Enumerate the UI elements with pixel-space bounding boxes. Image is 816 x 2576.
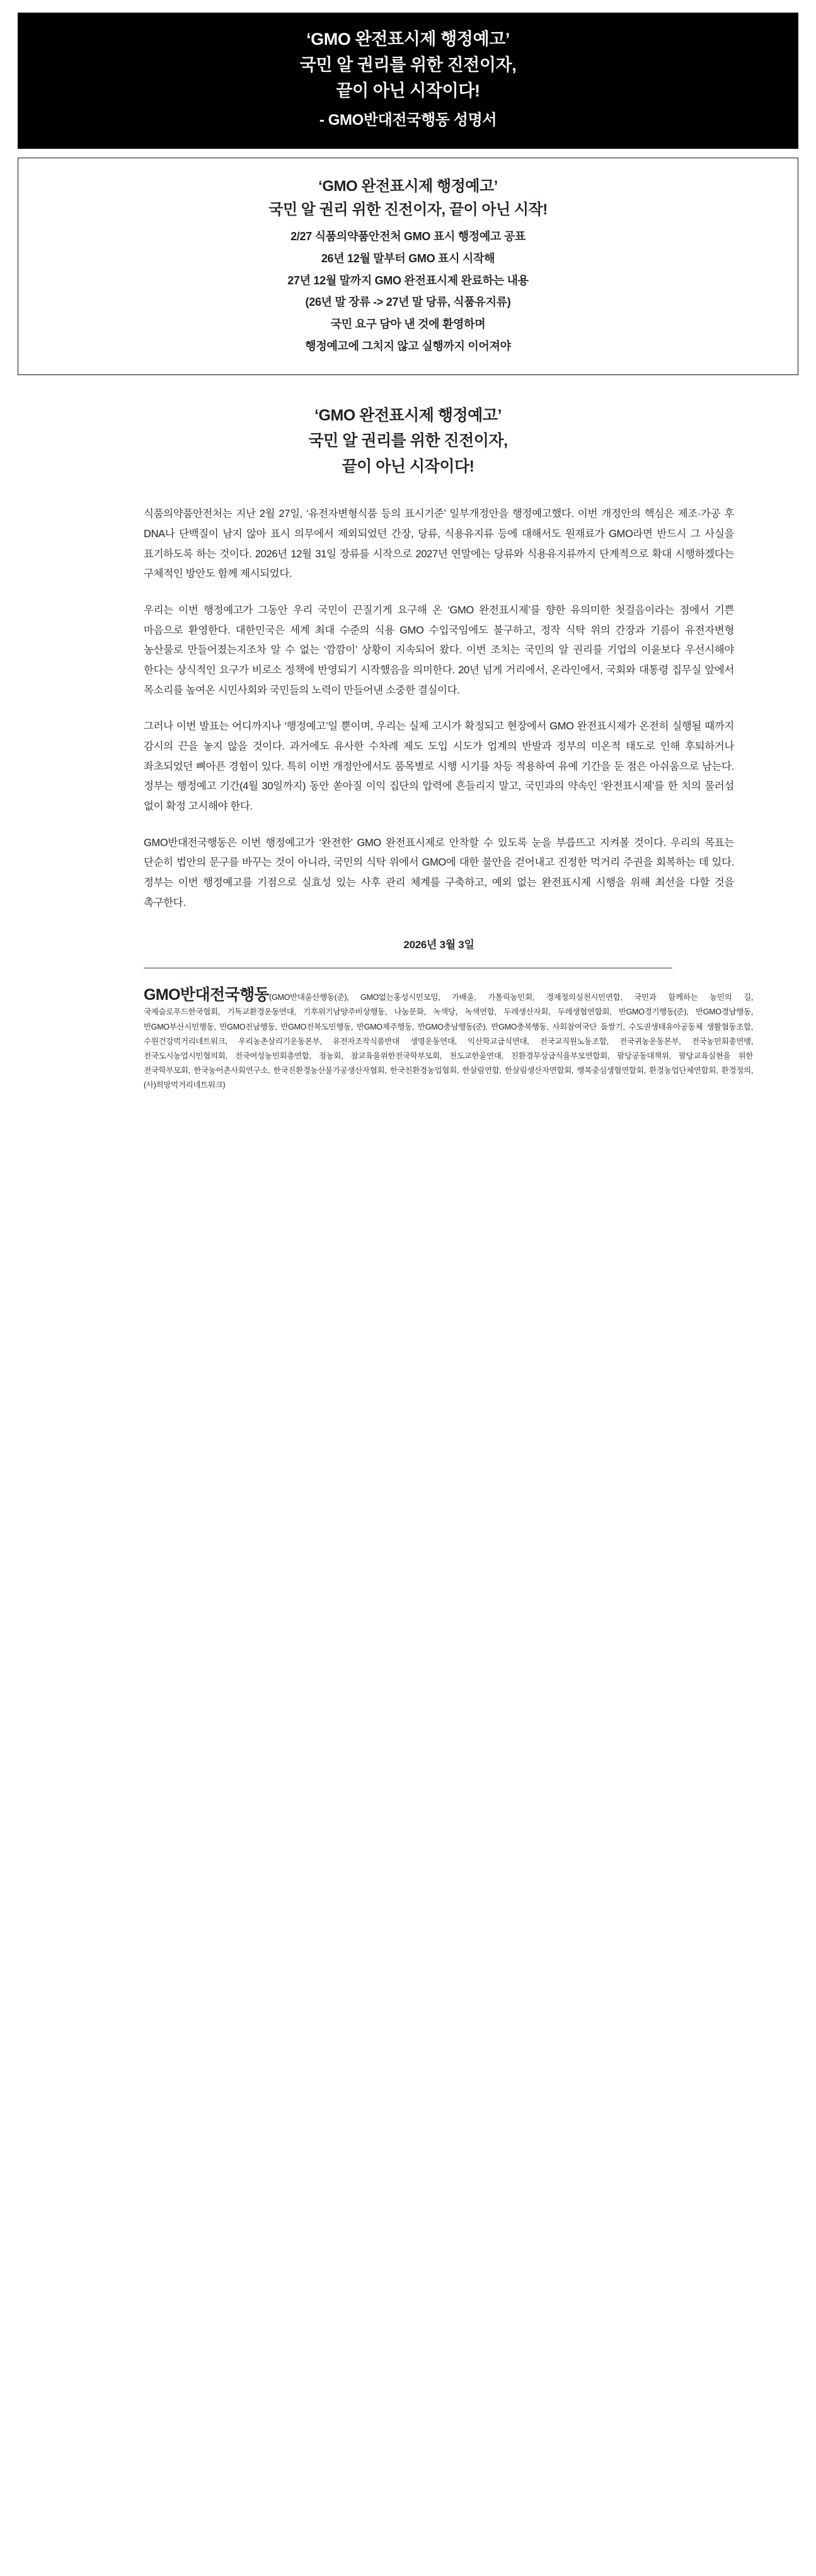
paragraph-1: 식품의약품안전처는 지난 2월 27일, ‘유전자변형식품 등의 표시기준’ 일부개정안을 행정예고했다. 이번 개정안의 핵심은 제조·가공 후 DNA나 단백질이 남지 않아 표시 의무에서 제외되었던 간장, 당류, 식용유지류 등에 대해서도 원재료가 GMO라면 반드시 그 사실을 표기하도록 하는 것이다. 2026년 12월 31일 장류를 시작으로 2027년 연말에는 당류와 식용유지류까지 단계적으로 확대 시행하겠다는 구체적인 방안도 함께 제시되었다. — [144, 508, 734, 580]
statement-date: 2026년 3월 3일 — [403, 939, 474, 951]
summary-bullet-4: (26년 말 장류 -> 27년 말 당류, 식품유지류) — [305, 296, 511, 309]
banner-line-2: 국민 알 권리를 위한 진전이자, — [299, 55, 517, 75]
doc-title-line-3: 끝이 아닌 시작이다! — [342, 457, 474, 475]
summary-bullet-2: 26년 12월 말부터 GMO 표시 시작해 — [321, 252, 495, 265]
body-content — [144, 504, 734, 951]
summary-bullet-1: 2/27 식품의약품안전처 GMO 표시 행정예고 공표 — [290, 229, 526, 243]
summary-box — [18, 158, 798, 375]
signature-block — [144, 982, 753, 1093]
header-banner — [18, 13, 798, 149]
paragraph-4: GMO반대전국행동은 이번 행정예고가 ‘완전한’ GMO 완전표시제로 안착할 수 있도록 눈을 부릅뜨고 지켜볼 것이다. 우리의 목표는 단순히 법안의 문구를 바꾸는 것이 아니라, 국민의 식탁 위에서 GMO에 대한 불안을 걷어내고 진정한 먹거리 주권을 회복하는 데 있다. 정부는 이번 행정예고를 기점으로 실효성 있는 사후 관리 체계를 구축하고, 예외 없는 완전표시제 시행을 위해 최선을 다할 것을 촉구한다. — [144, 837, 734, 908]
doc-title-line-2: 국민 알 권리를 위한 진전이자, — [308, 432, 508, 450]
paragraph-3: 그러나 이번 발표는 어디까지나 ‘행정예고’일 뿐이며, 우리는 실제 고시가 확정되고 현장에서 GMO 완전표시제가 온전히 실행될 때까지 감시의 끈을 놓지 않을 것이다. 과거에도 유사한 수차례 제도 도입 시도가 업계의 반발과 정부의 미온적 태도로 인해 후퇴하거나 좌초되었던 뼈아픈 경험이 있다. 특히 이번 개정안에서도 품목별로 시행 시기를 차등 적용하여 유예 기간을 둔 점은 아쉬움으로 남는다. 정부는 행정예고 기간(4월 30일까지) 동안 쏟아질 이익 집단의 압력에 흔들리지 말고, 국민과의 약속인 ‘완전표시제’를 한 치의 물러섬 없이 확정 고시해야 한다. — [144, 721, 734, 812]
summary-title-line-1: ‘GMO 완전표시제 행정예고’ — [318, 177, 498, 195]
paragraph-2: 우리는 이번 행정예고가 그동안 우리 국민이 끈질기게 요구해 온 ‘GMO 완전표시제’를 향한 유의미한 첫걸음이라는 점에서 기쁜 마음으로 환영한다. 대한민국은 세계 최대 수준의 식용 GMO 수입국임에도 불구하고, 정작 식탁 위의 간장과 기름이 유전자변형 농산물로 만들어졌는지조차 알 수 없는 ‘깜깜이’ 상황이 지속되어 왔다. 이번 조치는 국민의 알 권리를 기업의 이윤보다 우선시해야 한다는 상식적인 요구가 비로소 정책에 반영되기 시작했음을 의미한다. 20년 넘게 거리에서, 온라인에서, 국회와 대통령 집무실 앞에서 목소리를 높여온 시민사회와 국민들의 노력이 만들어낸 소중한 결실이다. — [144, 604, 734, 696]
signature-organization: GMO반대전국행동 — [144, 986, 270, 1004]
doc-title-line-1: ‘GMO 완전표시제 행정예고’ — [314, 406, 502, 424]
statement-page — [0, 13, 816, 1093]
document-title — [18, 403, 798, 480]
summary-bullet-3: 27년 12월 말까지 GMO 완전표시제 완료하는 내용 — [287, 274, 529, 287]
banner-line-1: ‘GMO 완전표시제 행정예고’ — [306, 30, 510, 49]
banner-line-3: 끝이 아닌 시작이다! — [336, 81, 480, 101]
summary-bullet-5: 국민 요구 담아 낸 것에 환영하며 — [330, 318, 486, 331]
summary-bullet-6: 행정예고에 그치지 않고 실행까지 이어져야 — [305, 339, 511, 352]
summary-title-line-2: 국민 알 권리 위한 진전이자, 끝이 아닌 시작! — [268, 200, 548, 218]
signature-member-list: (GMO반대울산행동(준), GMO없는홍성시민모임, 가배울, 가톨릭농민회, 경제정의실천시민연합, 국민과 함께하는 농민의 길, 국제슬로푸드한국협회, 기독교환경운동연대, 기후위기남양주비상행동, 나눔문화, 녹색당, 녹색연합, 두레생산자회, 두레생협연합회, 반GMO경기행동(준), 반GMO경남행동, 반GMO부산시민행동, 반GMO전남행동, 반GMO전북도민행동, 반GMO제주행동, 반GMO충남행동(준), 반GMO충북행동, 사회참여국단 돌쌀기, 수도권생태유아공동체 생활협동조합, 수원건강먹거리네트워크, 우리농촌살리기운동본부, 유전자조작식품반대 생명운동연대, 익산학교급식연대, 전국교직원노동조합, 전국귀농운동본부, 전국농민회총연맹, 전국도시농업시민협의회, 전국여성농민회총연합, 정농회, 참교육을위한전국학부모회, 천도교한울연대, 친환경무상급식을부모연합회, 팔당공동대책위, 팔당교육실현을 위한 전국학부모회, 한국농어촌사회연구소, 한국진환경농산물가공생산자협회, 한국친환경농업협회, 한살림연합, 한살림생산자연합회, 행복중심생협연합회, 환경농업단체연합회, 환경정의, (사)희망먹거리네트워크) — [144, 993, 753, 1090]
banner-attribution: - GMO반대전국행동 성명서 — [319, 112, 497, 129]
